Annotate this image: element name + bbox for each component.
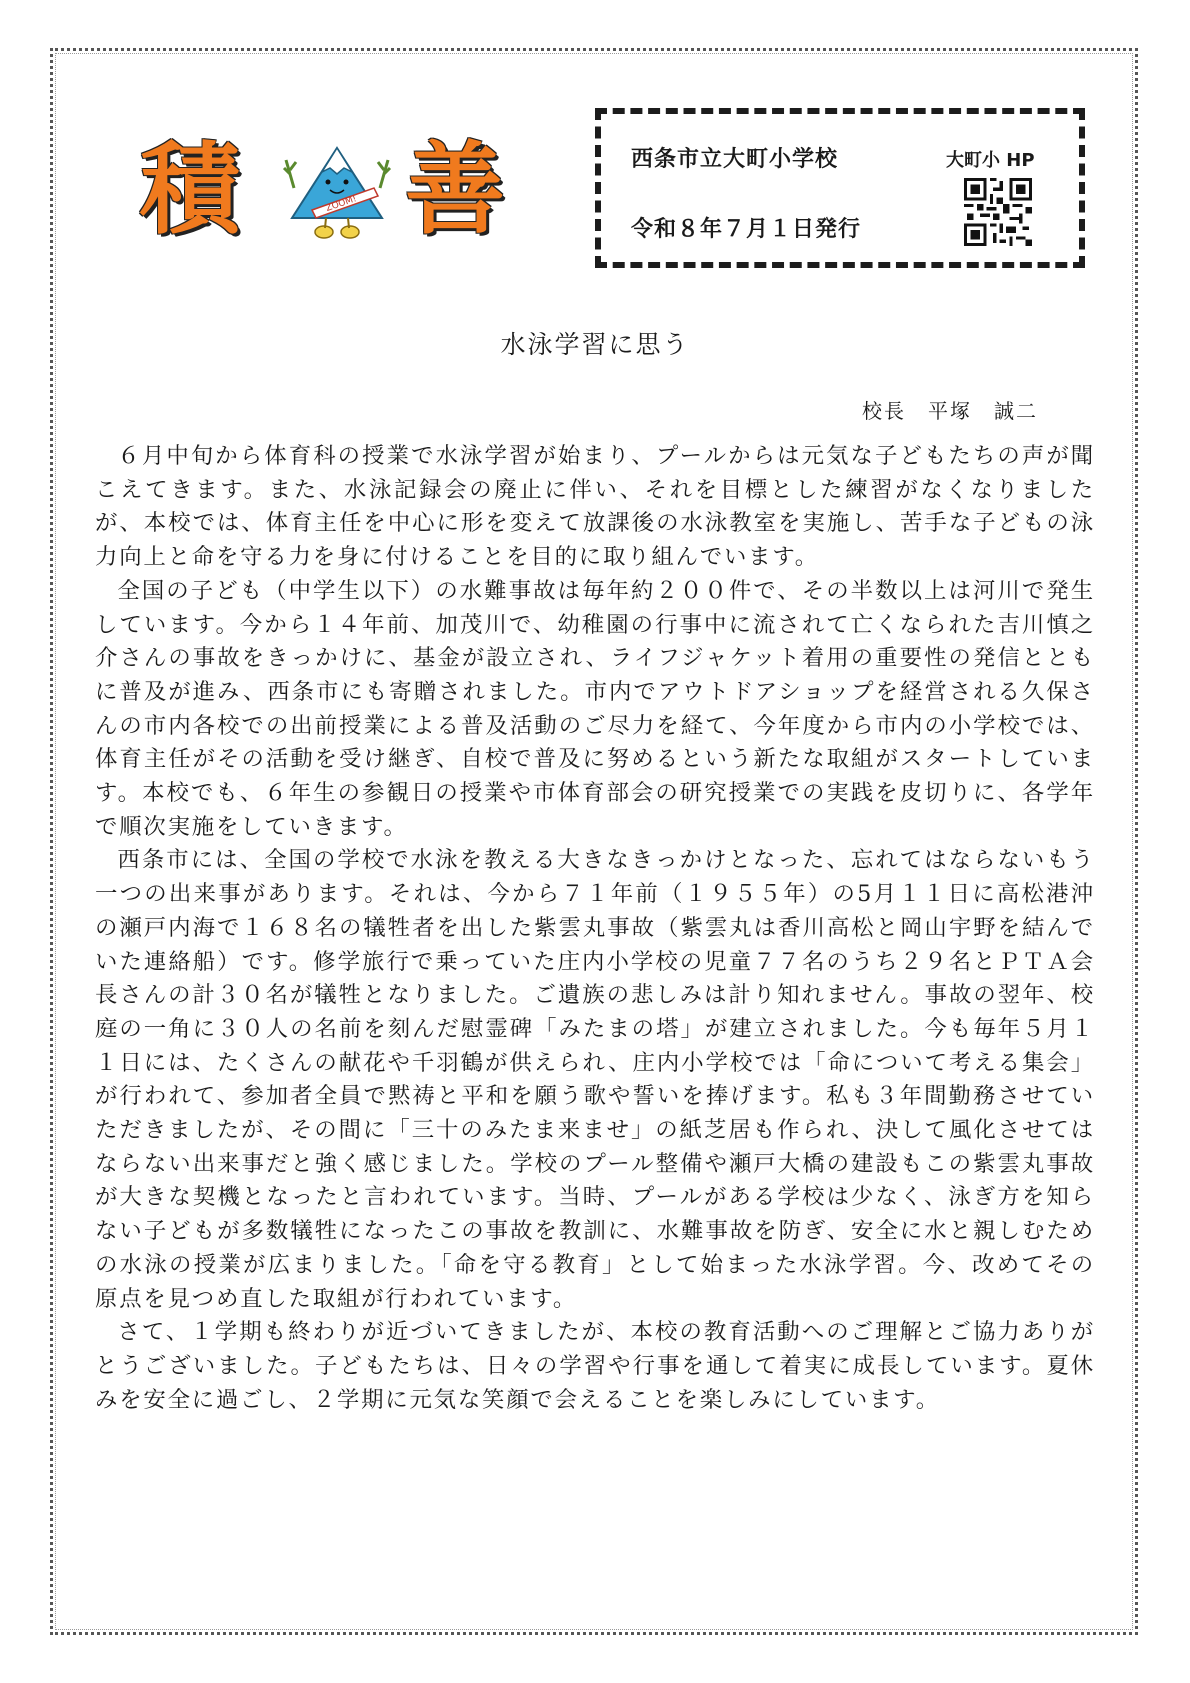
issue-date: 令和８年７月１日発行: [631, 217, 862, 242]
qr-code-icon[interactable]: [964, 178, 1032, 246]
masthead-title-char-1: 積: [140, 131, 240, 248]
school-name: 西条市立大町小学校: [631, 147, 839, 172]
article-paragraph: 全国の子ども（中学生以下）の水難事故は毎年約２００件で、その半数以上は河川で発生しています。今から１４年前、加茂川で、幼稚園の行事中に流されて亡くなられた吉川慎之介さんの事故をきっかけに、基金が設立され、ライフジャケット着用の重要性の発信とともに普及が進み、西条市にも寄贈されました。市内でアウトドアショップを経営される久保さんの市内各校での出前授業による普及活動のご尽力を経て、今年度から市内の小学校では、体育主任がその活動を受け継ぎ、自校で普及に努めるという新たな取組がスタートしています。本校でも、６年生の参観日の授業や市体育部会の研究授業での実践を皮切りに、各学年で順次実施をしていきます。: [95, 577, 1095, 840]
masthead-title-char-2: 善: [405, 131, 505, 248]
school-info-box: [595, 108, 1085, 268]
article-body: [95, 440, 1095, 1417]
mascot-sash-text: ZOOM!: [324, 194, 358, 214]
homepage-label: 大町小 HP: [946, 150, 1035, 171]
mascot-illustration: [282, 140, 392, 245]
article-paragraph: さて、１学期も終わりが近づいてきましたが、本校の教育活動へのご理解とご協力ありがとうございました。子どもたちは、日々の学習や行事を通して着実に成長しています。夏休みを安全に過ごし、２学期に元気な笑顔で会えることを楽しみにしています。: [95, 1319, 1095, 1413]
article-author: 校長 平塚 誠二: [862, 399, 1038, 423]
article-paragraph: 西条市には、全国の学校で水泳を教える大きなきっかけとなった、忘れてはならないもう一つの出来事があります。それは、今から７１年前（１９５５年）の5月１１日に高松港沖の瀬戸内海で１６８名の犠牲者を出した紫雲丸事故（紫雲丸は香川高松と岡山宇野を結んでいた連絡船）です。修学旅行で乗っていた庄内小学校の児童７７名のうち２９名とＰＴＡ会長さんの計３０名が犠牲となりました。ご遺族の悲しみは計り知れません。事故の翌年、校庭の一角に３０人の名前を刻んだ慰霊碑「みたまの塔」が建立されました。今も毎年５月１１日には、たくさんの献花や千羽鶴が供えられ、庄内小学校では「命について考える集会」が行われて、参加者全員で黙祷と平和を願う歌や誓いを捧げます。私も３年間勤務させていただきましたが、その間に「三十のみたま来ませ」の紙芝居も作られ、決して風化させてはならない出来事だと強く感じました。学校のプール整備や瀬戸大橋の建設もこの紫雲丸事故が大きな契機となったと言われています。当時、プールがある学校は少なく、泳ぎ方を知らない子どもが多数犠牲になったこの事故を教訓に、水難事故を防ぎ、安全に水と親しむための水泳の授業が広まりました。「命を守る教育」として始まった水泳学習。今、改めてその原点を見つめ直した取組が行われています。: [95, 847, 1095, 1312]
article-title: 水泳学習に思う: [500, 330, 690, 359]
article-paragraph: ６月中旬から体育科の授業で水泳学習が始まり、プールからは元気な子どもたちの声が聞こえてきます。また、水泳記録会の廃止に伴い、それを目標とした練習がなくなりましたが、本校では、体育主任を中心に形を変えて放課後の水泳教室を実施し、苦手な子どもの泳力向上と命を守る力を身に付けることを目的に取り組んでいます。: [95, 443, 1095, 571]
